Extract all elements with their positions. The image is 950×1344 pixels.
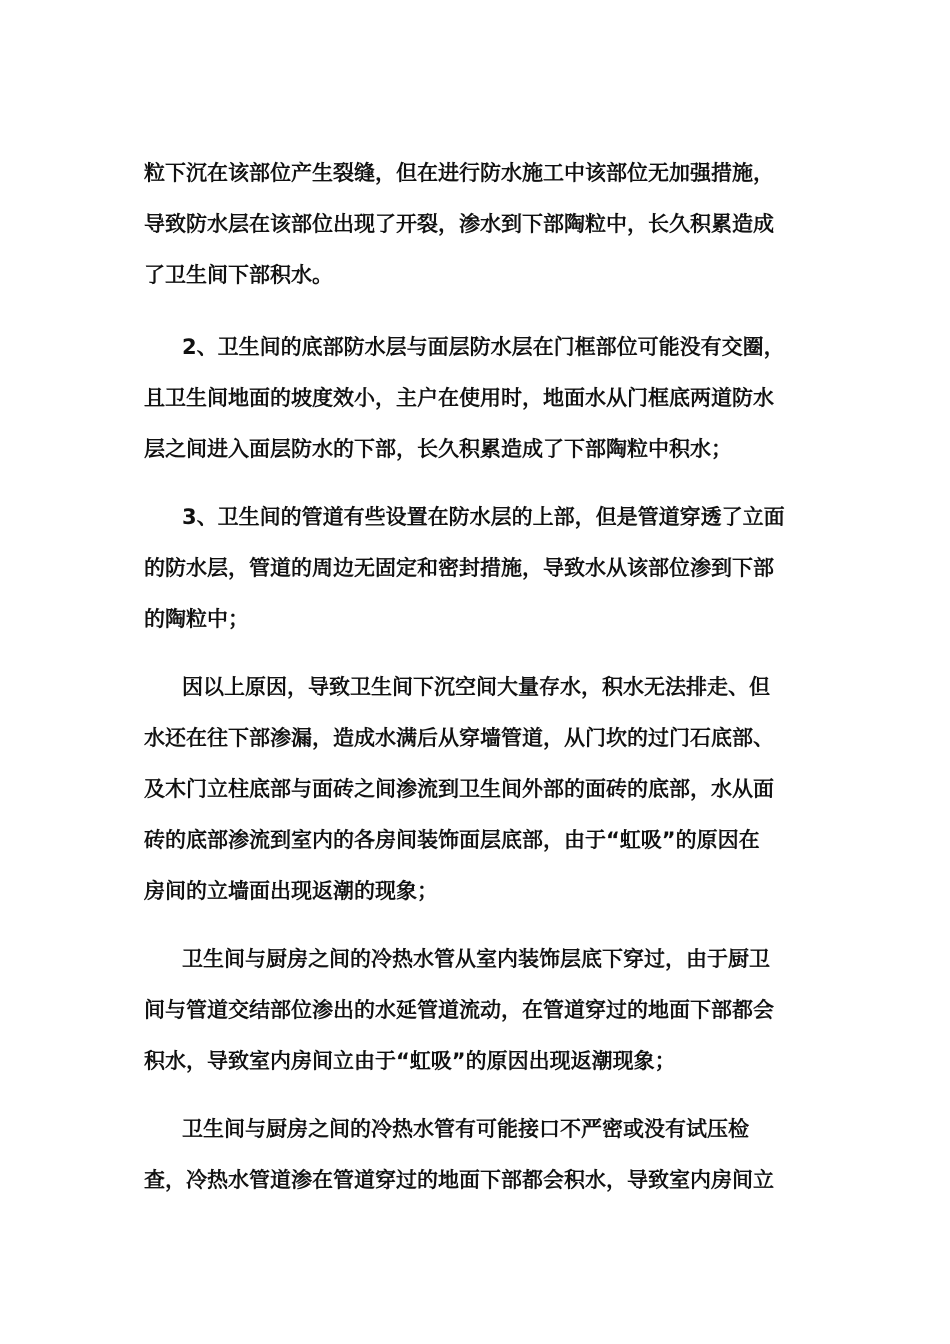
text-line: 且卫生间地面的坡度效小，主户在使用时，地面水从门框底两道防水 xyxy=(144,386,774,410)
text-line: 积水，导致室内房间立由于“虹吸”的原因出现返潮现象； xyxy=(144,1049,676,1073)
text-line: 水还在往下部渗漏，造成水满后从穿墙管道，从门坎的过门石底部、 xyxy=(144,726,774,750)
text-line: 房间的立墙面出现返潮的现象； xyxy=(144,879,438,903)
text-line: 间与管道交结部位渗出的水延管道流动，在管道穿过的地面下部都会 xyxy=(144,998,774,1022)
text-line: 卫生间与厨房之间的冷热水管有可能接口不严密或没有试压检 xyxy=(182,1117,749,1141)
text-line: 及木门立柱底部与面砖之间渗流到卫生间外部的面砖的底部，水从面 xyxy=(144,777,774,801)
text-line: 的防水层，管道的周边无固定和密封措施，导致水从该部位渗到下部 xyxy=(144,556,774,580)
text-line: 导致防水层在该部位出现了开裂，渗水到下部陶粒中，长久积累造成 xyxy=(144,212,774,236)
text-line: 了卫生间下部积水。 xyxy=(144,263,333,287)
paragraph-pipes-joints xyxy=(144,1104,804,1206)
text-line: 卫生间与厨房之间的冷热水管从室内装饰层底下穿过，由于厨卫 xyxy=(182,947,770,971)
text-line: 查，冷热水管道渗在管道穿过的地面下部都会积水，导致室内房间立 xyxy=(144,1168,774,1192)
text-line: 2、卫生间的底部防水层与面层防水层在门框部位可能没有交圈， xyxy=(182,335,785,359)
paragraph-pipes-floor xyxy=(144,934,804,1087)
paragraph-item-3 xyxy=(144,492,804,645)
text-line: 因以上原因，导致卫生间下沉空间大量存水，积水无法排走、但 xyxy=(182,675,770,699)
text-line: 层之间进入面层防水的下部，长久积累造成了下部陶粒中积水； xyxy=(144,437,732,461)
text-line: 粒下沉在该部位产生裂缝，但在进行防水施工中该部位无加强措施， xyxy=(144,161,774,185)
text-line: 砖的底部渗流到室内的各房间装饰面层底部，由于“虹吸”的原因在 xyxy=(144,828,760,852)
paragraph-continuation xyxy=(144,148,804,301)
text-line: 3、卫生间的管道有些设置在防水层的上部，但是管道穿透了立面 xyxy=(182,505,785,529)
paragraph-causes xyxy=(144,662,804,917)
text-line: 的陶粒中； xyxy=(144,607,249,631)
paragraph-item-2 xyxy=(144,322,804,475)
